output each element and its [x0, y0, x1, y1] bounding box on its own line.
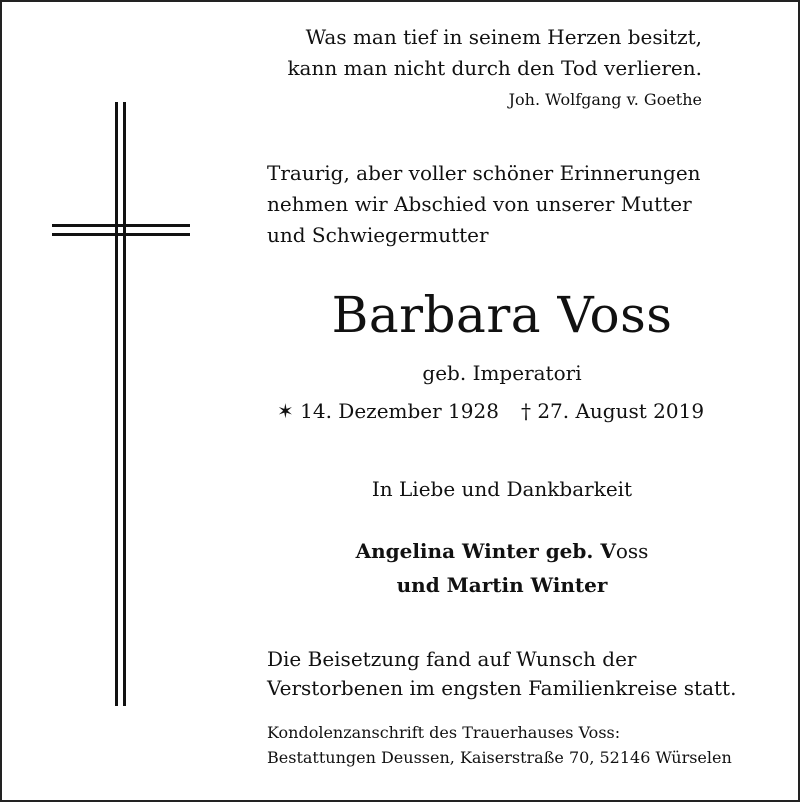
mourners-intro: In Liebe und Dankbarkeit [371, 477, 633, 501]
birth-date [277, 396, 499, 426]
mourner-name: Angelina Winter geb. V [355, 539, 616, 563]
quote [202, 22, 702, 84]
intro-line: nehmen wir Abschied von unserer Mutter [267, 192, 692, 216]
death-date [521, 396, 704, 426]
cross-horizontal-line-top [52, 224, 190, 227]
mourners [242, 534, 762, 602]
quote-author: Joh. Wolfgang v. Goethe [508, 90, 702, 109]
intro-line: Traurig, aber voller schöner Erinnerungen [267, 161, 701, 185]
burial-line: Die Beisetzung fand auf Wunsch der [267, 647, 637, 671]
life-dates [277, 396, 757, 426]
cross-vertical-line-right [123, 102, 126, 706]
dagger-icon: † [520, 399, 531, 423]
cross-vertical-line-left [115, 102, 118, 706]
birth-date-text: 14. Dezember 1928 [300, 399, 499, 423]
birth-name: geb. Imperatori [422, 361, 582, 385]
quote-line: Was man tief in seinem Herzen besitzt, [305, 25, 702, 49]
intro-line: und Schwiegermutter [267, 223, 489, 247]
cross-horizontal-line-bottom [52, 233, 190, 236]
mourner-line [242, 534, 762, 568]
address-line: Kondolenzanschrift des Trauerhauses Voss: [267, 723, 621, 742]
condolence-address [267, 720, 767, 770]
death-date-text: 27. August 2019 [537, 399, 705, 423]
burial-line: Verstorbenen im engsten Familienkreise statt. [267, 676, 737, 700]
mourner-line: und Martin Winter [396, 573, 608, 597]
burial-note [267, 645, 747, 703]
mourner-name-rest: oss [615, 539, 649, 563]
address-line: Bestattungen Deussen, Kaiserstraße 70, 52146 Würselen [267, 748, 732, 767]
quote-line: kann man nicht durch den Tod verlieren. [287, 56, 702, 80]
intro-text [267, 158, 747, 251]
cross-icon [52, 102, 192, 712]
deceased-name: Barbara Voss [331, 286, 673, 344]
star-icon: ✶ [277, 399, 294, 423]
